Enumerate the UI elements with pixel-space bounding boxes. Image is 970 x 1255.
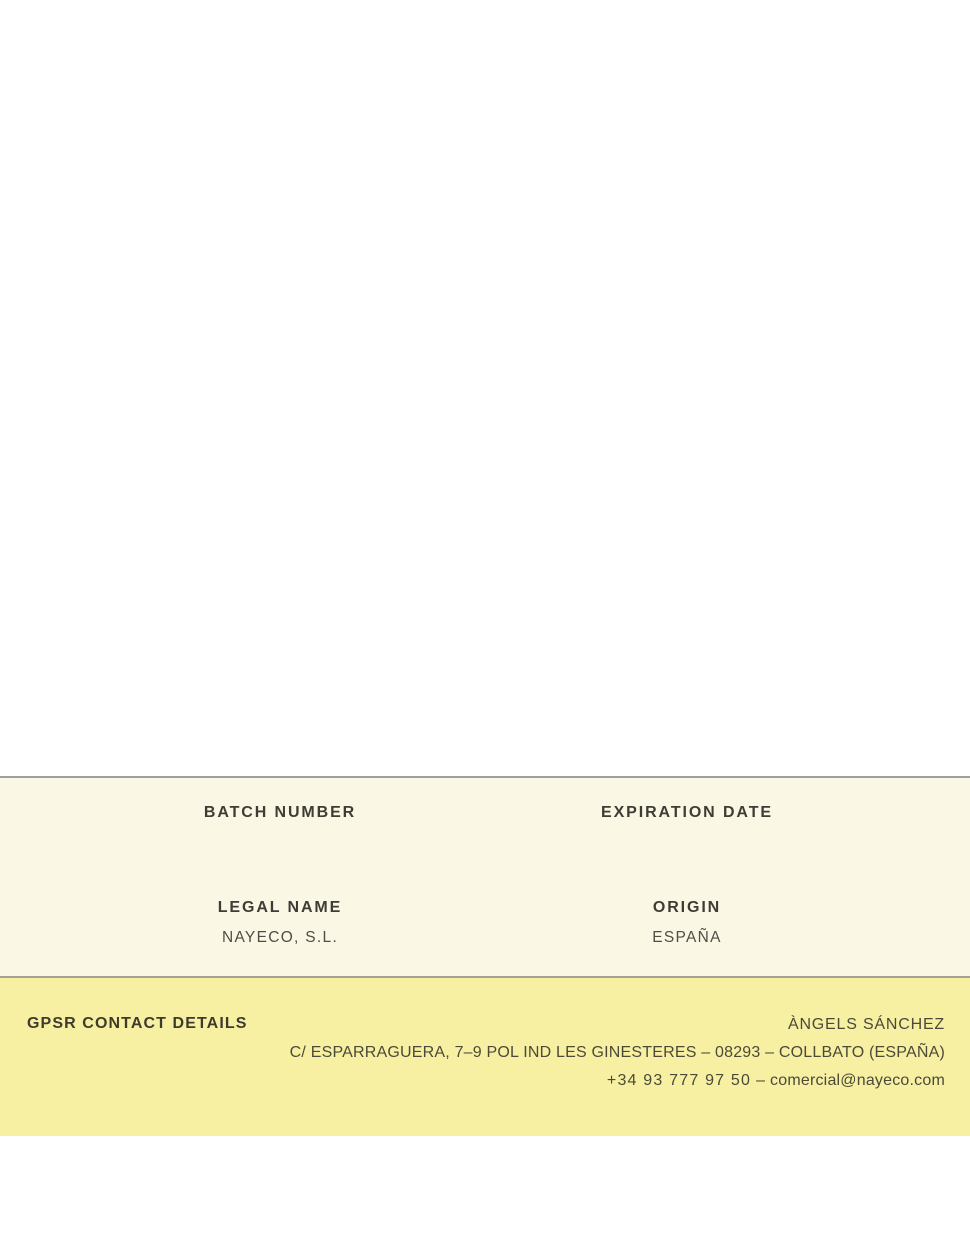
contact-email: comercial@nayeco.com	[770, 1072, 945, 1089]
field-batch-number	[80, 803, 480, 898]
gpsr-contact-panel	[0, 978, 970, 1136]
info-grid	[0, 778, 970, 948]
field-legal-name	[80, 898, 480, 948]
contact-person-name: ÀNGELS SÁNCHEZ	[787, 1016, 945, 1033]
blank-area-bottom	[0, 1136, 970, 1255]
gpsr-contact-title: GPSR CONTACT DETAILS	[27, 1015, 248, 1032]
field-origin	[487, 898, 887, 948]
origin-value: ESPAÑA	[652, 929, 722, 946]
field-expiration-date	[487, 803, 887, 898]
legal-name-value: NAYECO, S.L.	[221, 929, 339, 946]
product-info-panel	[0, 776, 970, 978]
batch-number-label: BATCH NUMBER	[203, 804, 357, 821]
origin-label: ORIGIN	[652, 899, 722, 916]
contact-address: C/ ESPARRAGUERA, 7–9 POL IND LES GINESTERES – 08293 – COLLBATO (ESPAÑA)	[289, 1044, 945, 1061]
phone-email-separator: –	[756, 1072, 766, 1089]
expiration-date-label: EXPIRATION DATE	[601, 804, 773, 821]
legal-name-label: LEGAL NAME	[217, 899, 343, 916]
contact-phone: +34 93 777 97 50	[606, 1072, 752, 1089]
contact-phone-email-line	[27, 1067, 945, 1095]
